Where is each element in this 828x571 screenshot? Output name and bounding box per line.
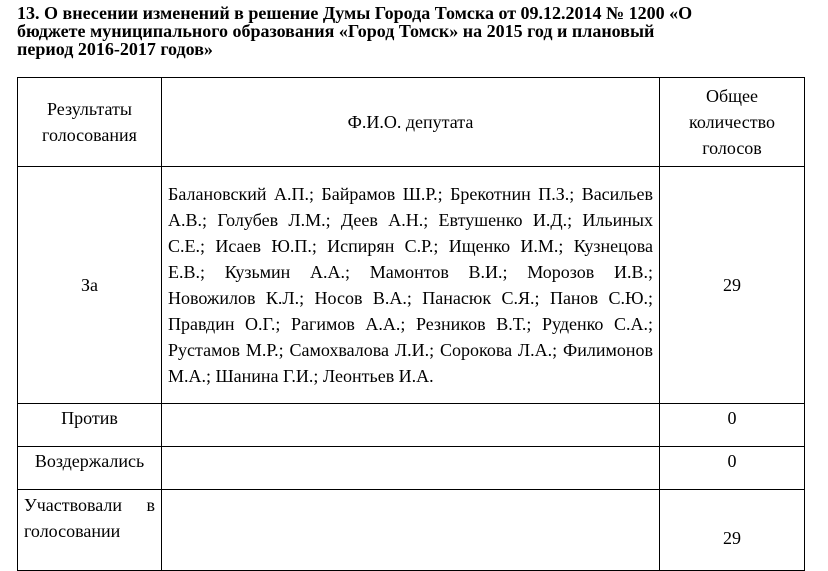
row-label-abstained: Воздержались (18, 447, 162, 490)
deputies-against-list (162, 404, 660, 447)
row-label-for: За (18, 167, 162, 404)
count-against: 0 (660, 404, 805, 447)
table-row-against (18, 404, 805, 447)
heading-line-2: бюджете муниципального образования «Город Томск» на 2015 год и плановый (17, 21, 655, 41)
deputies-abstained-list (162, 447, 660, 490)
heading-line-3: период 2016-2017 годов» (17, 39, 213, 59)
count-participated: 29 (660, 490, 805, 571)
table-row-abstained (18, 447, 805, 490)
deputies-participated-list (162, 490, 660, 571)
count-abstained: 0 (660, 447, 805, 490)
header-results: Результаты голосования (18, 78, 162, 167)
heading-line-1: 13. О внесении изменений в решение Думы Города Томска от 09.12.2014 № 1200 «О (17, 3, 693, 23)
row-label-against: Против (18, 404, 162, 447)
voting-results-table (17, 77, 805, 571)
header-total-votes: Общее количество голосов (660, 78, 805, 167)
deputies-for-list: Балановский А.П.; Байрамов Ш.Р.; Брекотнин П.З.; Васильев А.В.; Голубев Л.М.; Деев А.Н.; Евтушенко И.Д.; Ильиных С.Е.; Исаев Ю.П.; Испирян С.Р.; Ищенко И.М.; Кузнецова Е.В.; Кузьмин А.А.; Мамонтов В.И.; Морозов И.В.; Новожилов К.Л.; Носов В.А.; Панасюк С.Я.; Панов С.Ю.; Правдин О.Г.; Рагимов А.А.; Резников В.Т.; Руденко С.А.; Рустамов М.Р.; Самохвалова Л.И.; Сорокова Л.А.; Филимонов М.А.; Шанина Г.И.; Леонтьев И.А. (162, 167, 660, 404)
table-row-for (18, 167, 805, 404)
count-for: 29 (660, 167, 805, 404)
document-heading (17, 4, 802, 58)
header-deputies: Ф.И.О. депутата (162, 78, 660, 167)
row-label-participated: Участвовали в голосовании (18, 490, 162, 571)
table-row-participated (18, 490, 805, 571)
table-header-row (18, 78, 805, 167)
